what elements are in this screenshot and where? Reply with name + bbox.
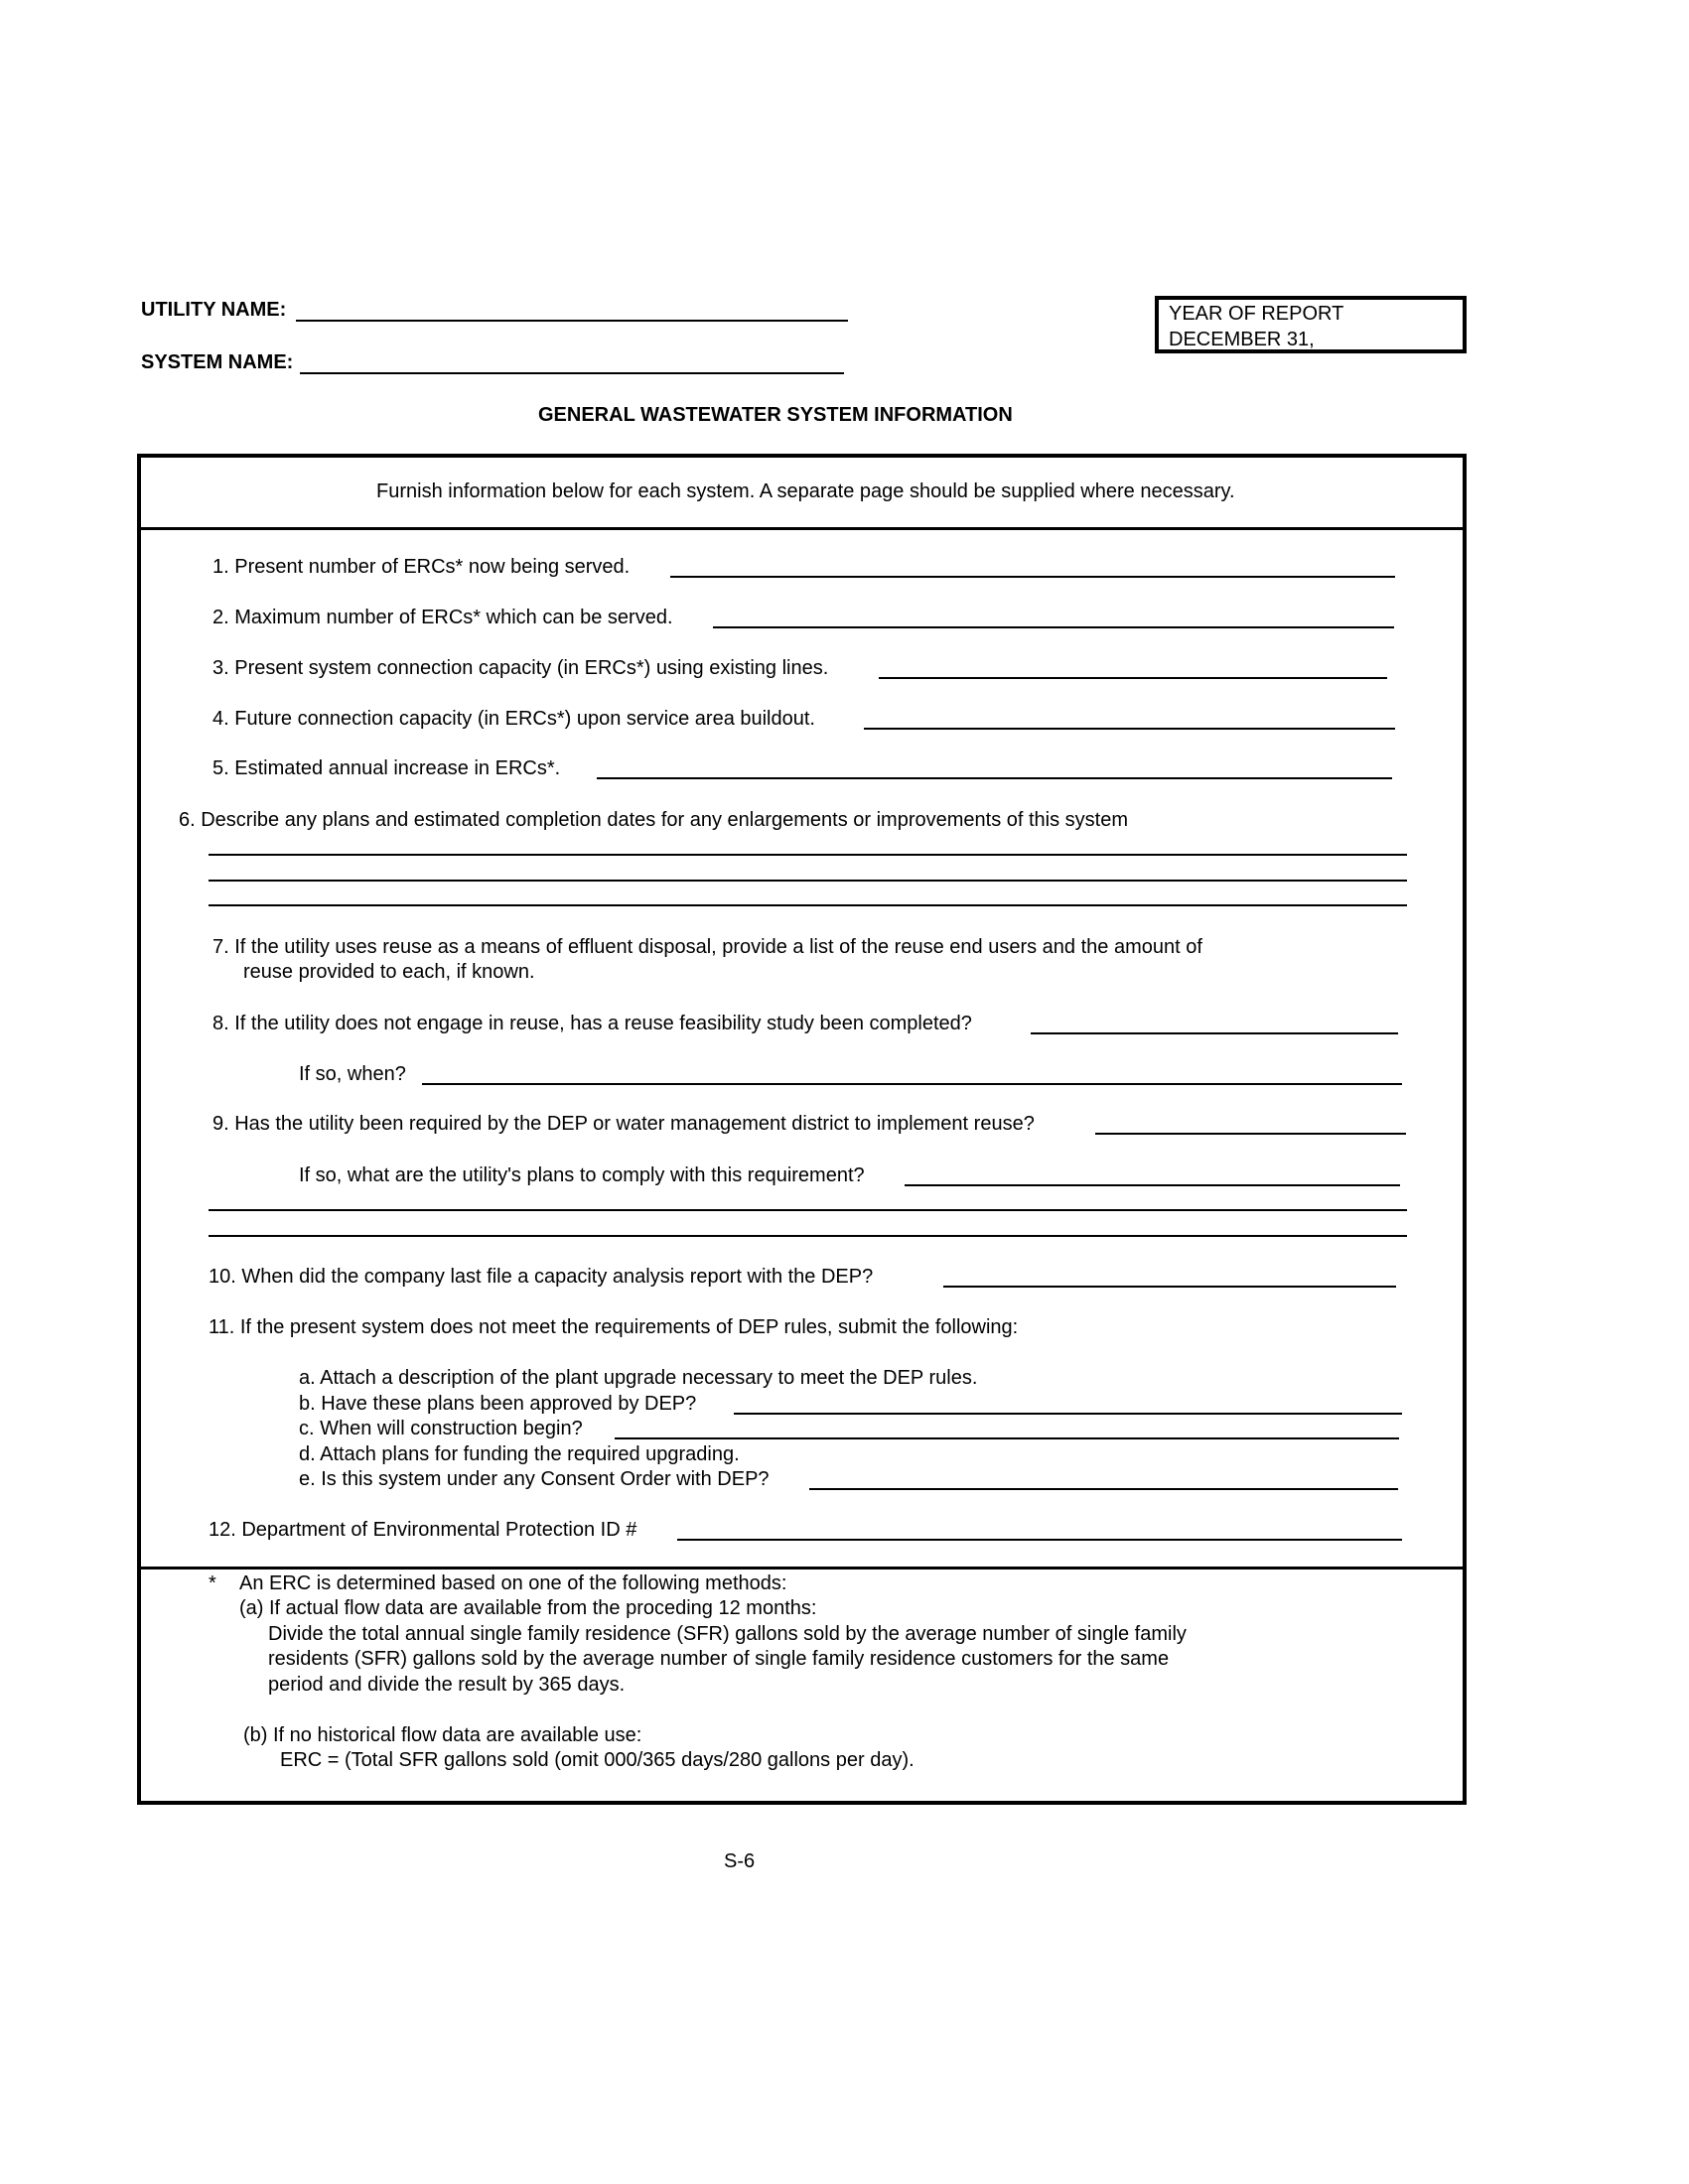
utility-name-label: UTILITY NAME: (141, 299, 287, 321)
page-number: S-6 (724, 1850, 756, 1872)
page-title: GENERAL WASTEWATER SYSTEM INFORMATION (538, 404, 1013, 426)
answer-8-field[interactable] (1031, 1032, 1398, 1034)
answer-9-line-2[interactable] (209, 1209, 1407, 1211)
question-9-sub: If so, what are the utility's plans to comply with this requirement? (299, 1164, 865, 1186)
footnote-line-1: An ERC is determined based on one of the following methods: (239, 1572, 787, 1594)
answer-6-line-2[interactable] (209, 880, 1407, 882)
intro-divider (137, 527, 1463, 530)
question-1: 1. Present number of ERCs* now being served. (212, 556, 631, 578)
question-2: 2. Maximum number of ERCs* which can be served. (212, 607, 673, 628)
answer-2-field[interactable] (713, 626, 1394, 628)
answer-9-field[interactable] (1095, 1133, 1406, 1135)
question-11d: d. Attach plans for funding the required upgrading. (299, 1443, 740, 1465)
answer-5-field[interactable] (597, 777, 1392, 779)
answer-6-line-1[interactable] (209, 854, 1407, 856)
intro-text: Furnish information below for each system. A separate page should be supplied where necessary. (376, 480, 1235, 502)
question-12: 12. Department of Environmental Protection ID # (209, 1519, 637, 1541)
question-11e: e. Is this system under any Consent Order with DEP? (299, 1468, 770, 1490)
answer-6-line-3[interactable] (209, 904, 1407, 906)
footnote-a-text-3: period and divide the result by 365 days. (268, 1674, 626, 1696)
question-11b: b. Have these plans been approved by DEP? (299, 1393, 697, 1415)
system-name-label: SYSTEM NAME: (141, 351, 294, 373)
year-of-report-box (1155, 296, 1467, 353)
footnote-a-label: (a) If actual flow data are available from the proceding 12 months: (239, 1597, 817, 1619)
year-of-report-label: YEAR OF REPORT (1169, 303, 1344, 325)
system-name-field[interactable] (300, 372, 844, 374)
answer-3-field[interactable] (879, 677, 1387, 679)
answer-8-sub-field[interactable] (422, 1083, 1402, 1085)
answer-11c-field[interactable] (615, 1437, 1399, 1439)
question-8-sub: If so, when? (299, 1063, 406, 1085)
question-7-line-1: 7. If the utility uses reuse as a means of effluent disposal, provide a list of the reuse end users and the amount of (212, 936, 1202, 958)
answer-4-field[interactable] (864, 728, 1395, 730)
question-6: 6. Describe any plans and estimated completion dates for any enlargements or improvements of this system (179, 809, 1129, 831)
footnote-b-label: (b) If no historical flow data are available use: (243, 1724, 642, 1746)
answer-12-field[interactable] (677, 1539, 1402, 1541)
question-4: 4. Future connection capacity (in ERCs*) upon service area buildout. (212, 708, 815, 730)
answer-1-field[interactable] (670, 576, 1395, 578)
utility-name-field[interactable] (296, 320, 848, 322)
question-10: 10. When did the company last file a capacity analysis report with the DEP? (209, 1266, 874, 1288)
answer-11e-field[interactable] (809, 1488, 1398, 1490)
question-8: 8. If the utility does not engage in reuse, has a reuse feasibility study been completed? (212, 1013, 972, 1034)
answer-11b-field[interactable] (734, 1413, 1402, 1415)
question-7-line-2: reuse provided to each, if known. (243, 961, 535, 983)
question-9: 9. Has the utility been required by the DEP or water management district to implement reuse? (212, 1113, 1035, 1135)
question-3: 3. Present system connection capacity (in ERCs*) using existing lines. (212, 657, 829, 679)
footnote-divider (137, 1567, 1463, 1570)
question-11: 11. If the present system does not meet the requirements of DEP rules, submit the following: (209, 1316, 1019, 1338)
footnote-a-text-1: Divide the total annual single family residence (SFR) gallons sold by the average number of single family (268, 1623, 1187, 1645)
footnote-b-text: ERC = (Total SFR gallons sold (omit 000/365 days/280 gallons per day). (280, 1749, 915, 1771)
footnote-star: * (209, 1572, 216, 1594)
question-11c: c. When will construction begin? (299, 1418, 583, 1439)
answer-9-line-3[interactable] (209, 1235, 1407, 1237)
answer-9-sub-field[interactable] (905, 1184, 1400, 1186)
question-5: 5. Estimated annual increase in ERCs*. (212, 757, 561, 779)
question-11a: a. Attach a description of the plant upgrade necessary to meet the DEP rules. (299, 1367, 978, 1389)
answer-10-field[interactable] (943, 1286, 1396, 1288)
footnote-a-text-2: residents (SFR) gallons sold by the average number of single family residence customers for the same (268, 1648, 1170, 1670)
december-label: DECEMBER 31, (1169, 329, 1315, 350)
